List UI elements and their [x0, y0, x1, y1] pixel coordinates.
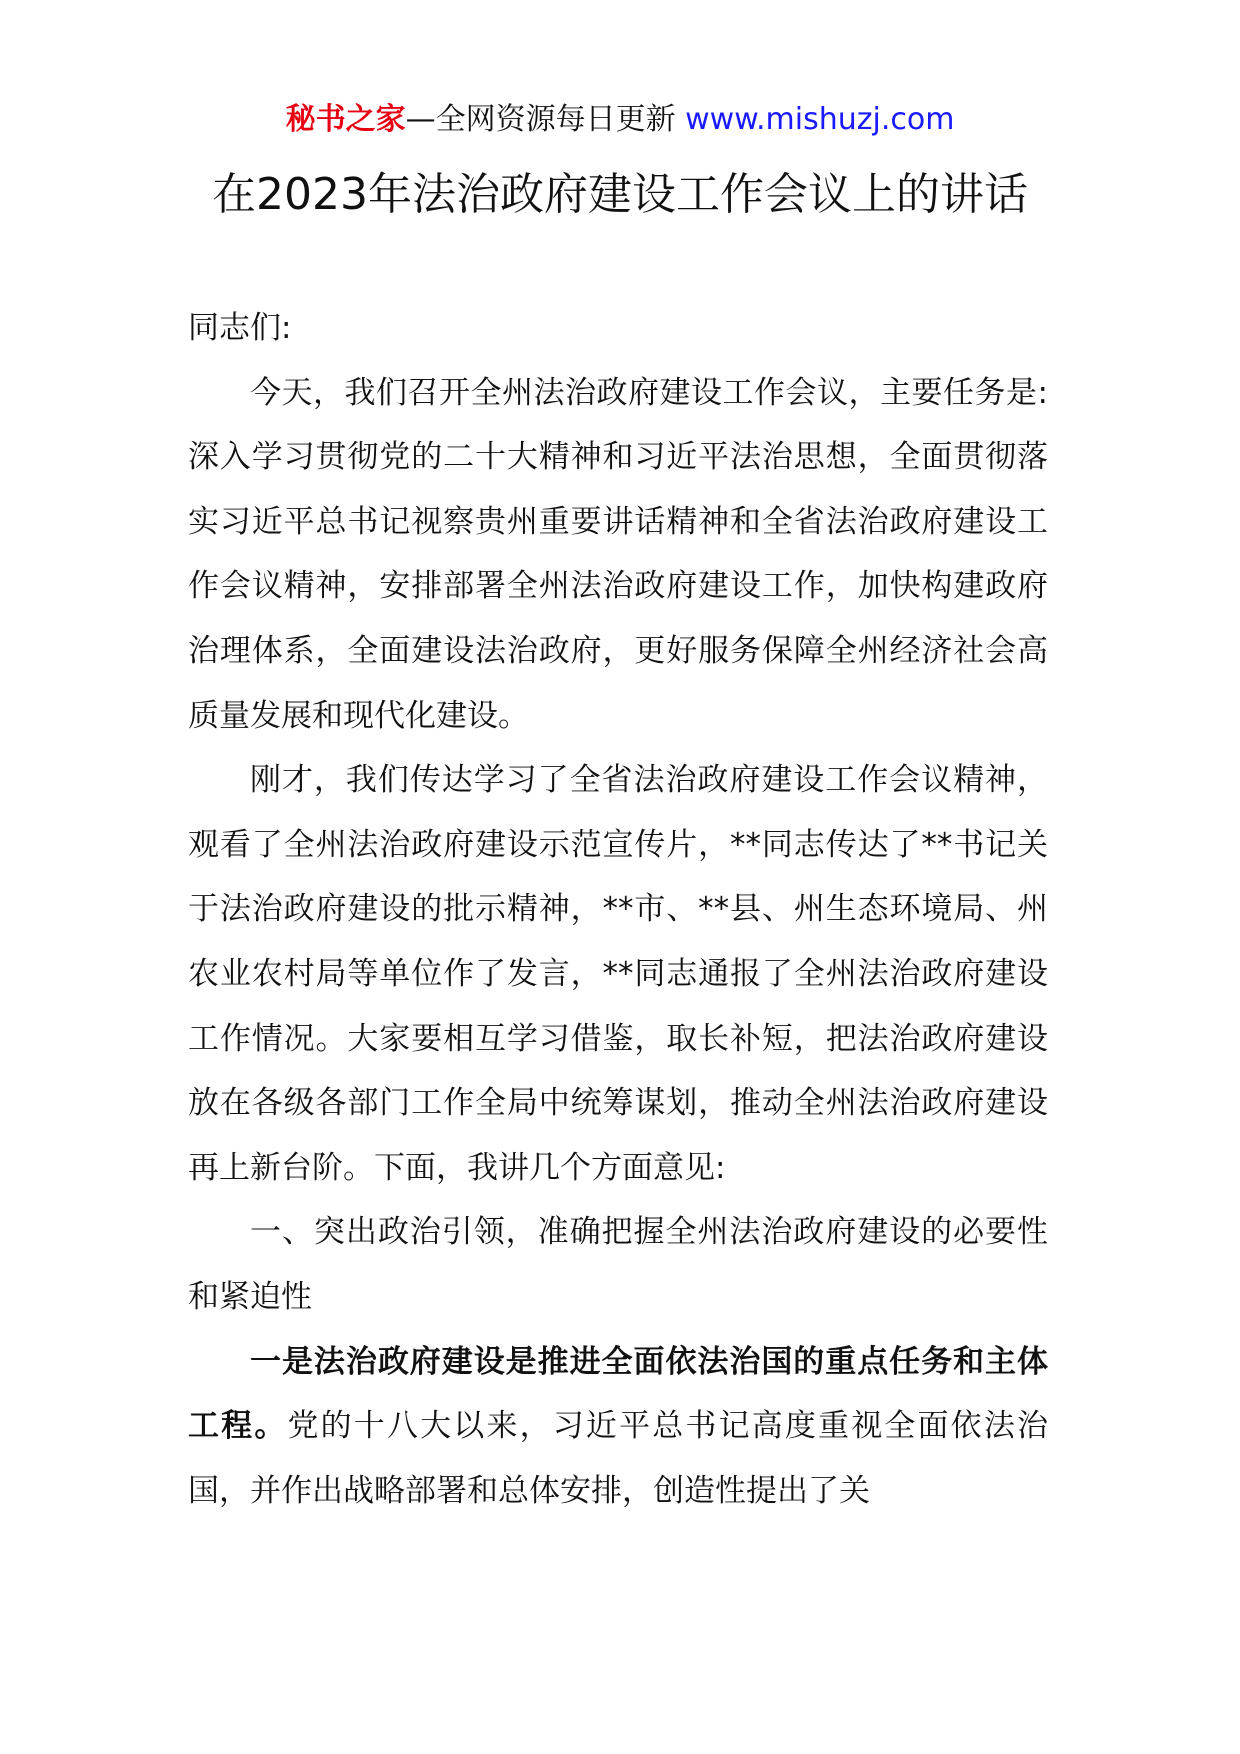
salutation: 同志们: — [188, 310, 292, 346]
paragraph-point-1 — [188, 1330, 1048, 1524]
point-1-text: 党的十八大以来，习近平总书记高度重视全面依法治国，并作出战略部署和总体安排，创造性提出了关 — [188, 1408, 1049, 1509]
document-body — [188, 296, 1048, 1523]
document-title: 在2023年法治政府建设工作会议上的讲话 — [212, 169, 1028, 220]
site-tagline: —全网资源每日更新 — [405, 102, 686, 137]
site-url-link[interactable]: www.mishuzj.com — [685, 102, 955, 137]
point-1-lead: 一是法治政府建设是推进全面依法治国的重点任务和主体工程。 — [188, 1343, 1048, 1445]
paragraph-review: 刚才，我们传达学习了全省法治政府建设工作会议精神，观看了全州法治政府建设示范宣传片，**同志传达了**书记关于法治政府建设的批示精神，**市、**县、州生态环境局、州农业农村局等单位作了发言，**同志通报了全州法治政府建设工作情况。大家要相互学习借鉴，取长补短，把法治政府建设放在各级各部门工作全局中统筹谋划，推动全州法治政府建设再上新台阶。下面，我讲几个方面意见: — [188, 762, 1048, 1186]
section-heading-1: 一、突出政治引领，准确把握全州法治政府建设的必要性和紧迫性 — [188, 1214, 1048, 1315]
paragraph-opening: 今天，我们召开全州法治政府建设工作会议，主要任务是:深入学习贯彻党的二十大精神和习近平法治思想，全面贯彻落实习近平总书记视察贵州重要讲话精神和全省法治政府建设工作会议精神，安排部署全州法治政府建设工作，加快构建政府治理体系，全面建设法治政府，更好服务保障全州经济社会高质量发展和现代化建设。 — [188, 374, 1048, 734]
site-brand: 秘书之家 — [285, 102, 406, 137]
site-header — [0, 100, 1240, 140]
